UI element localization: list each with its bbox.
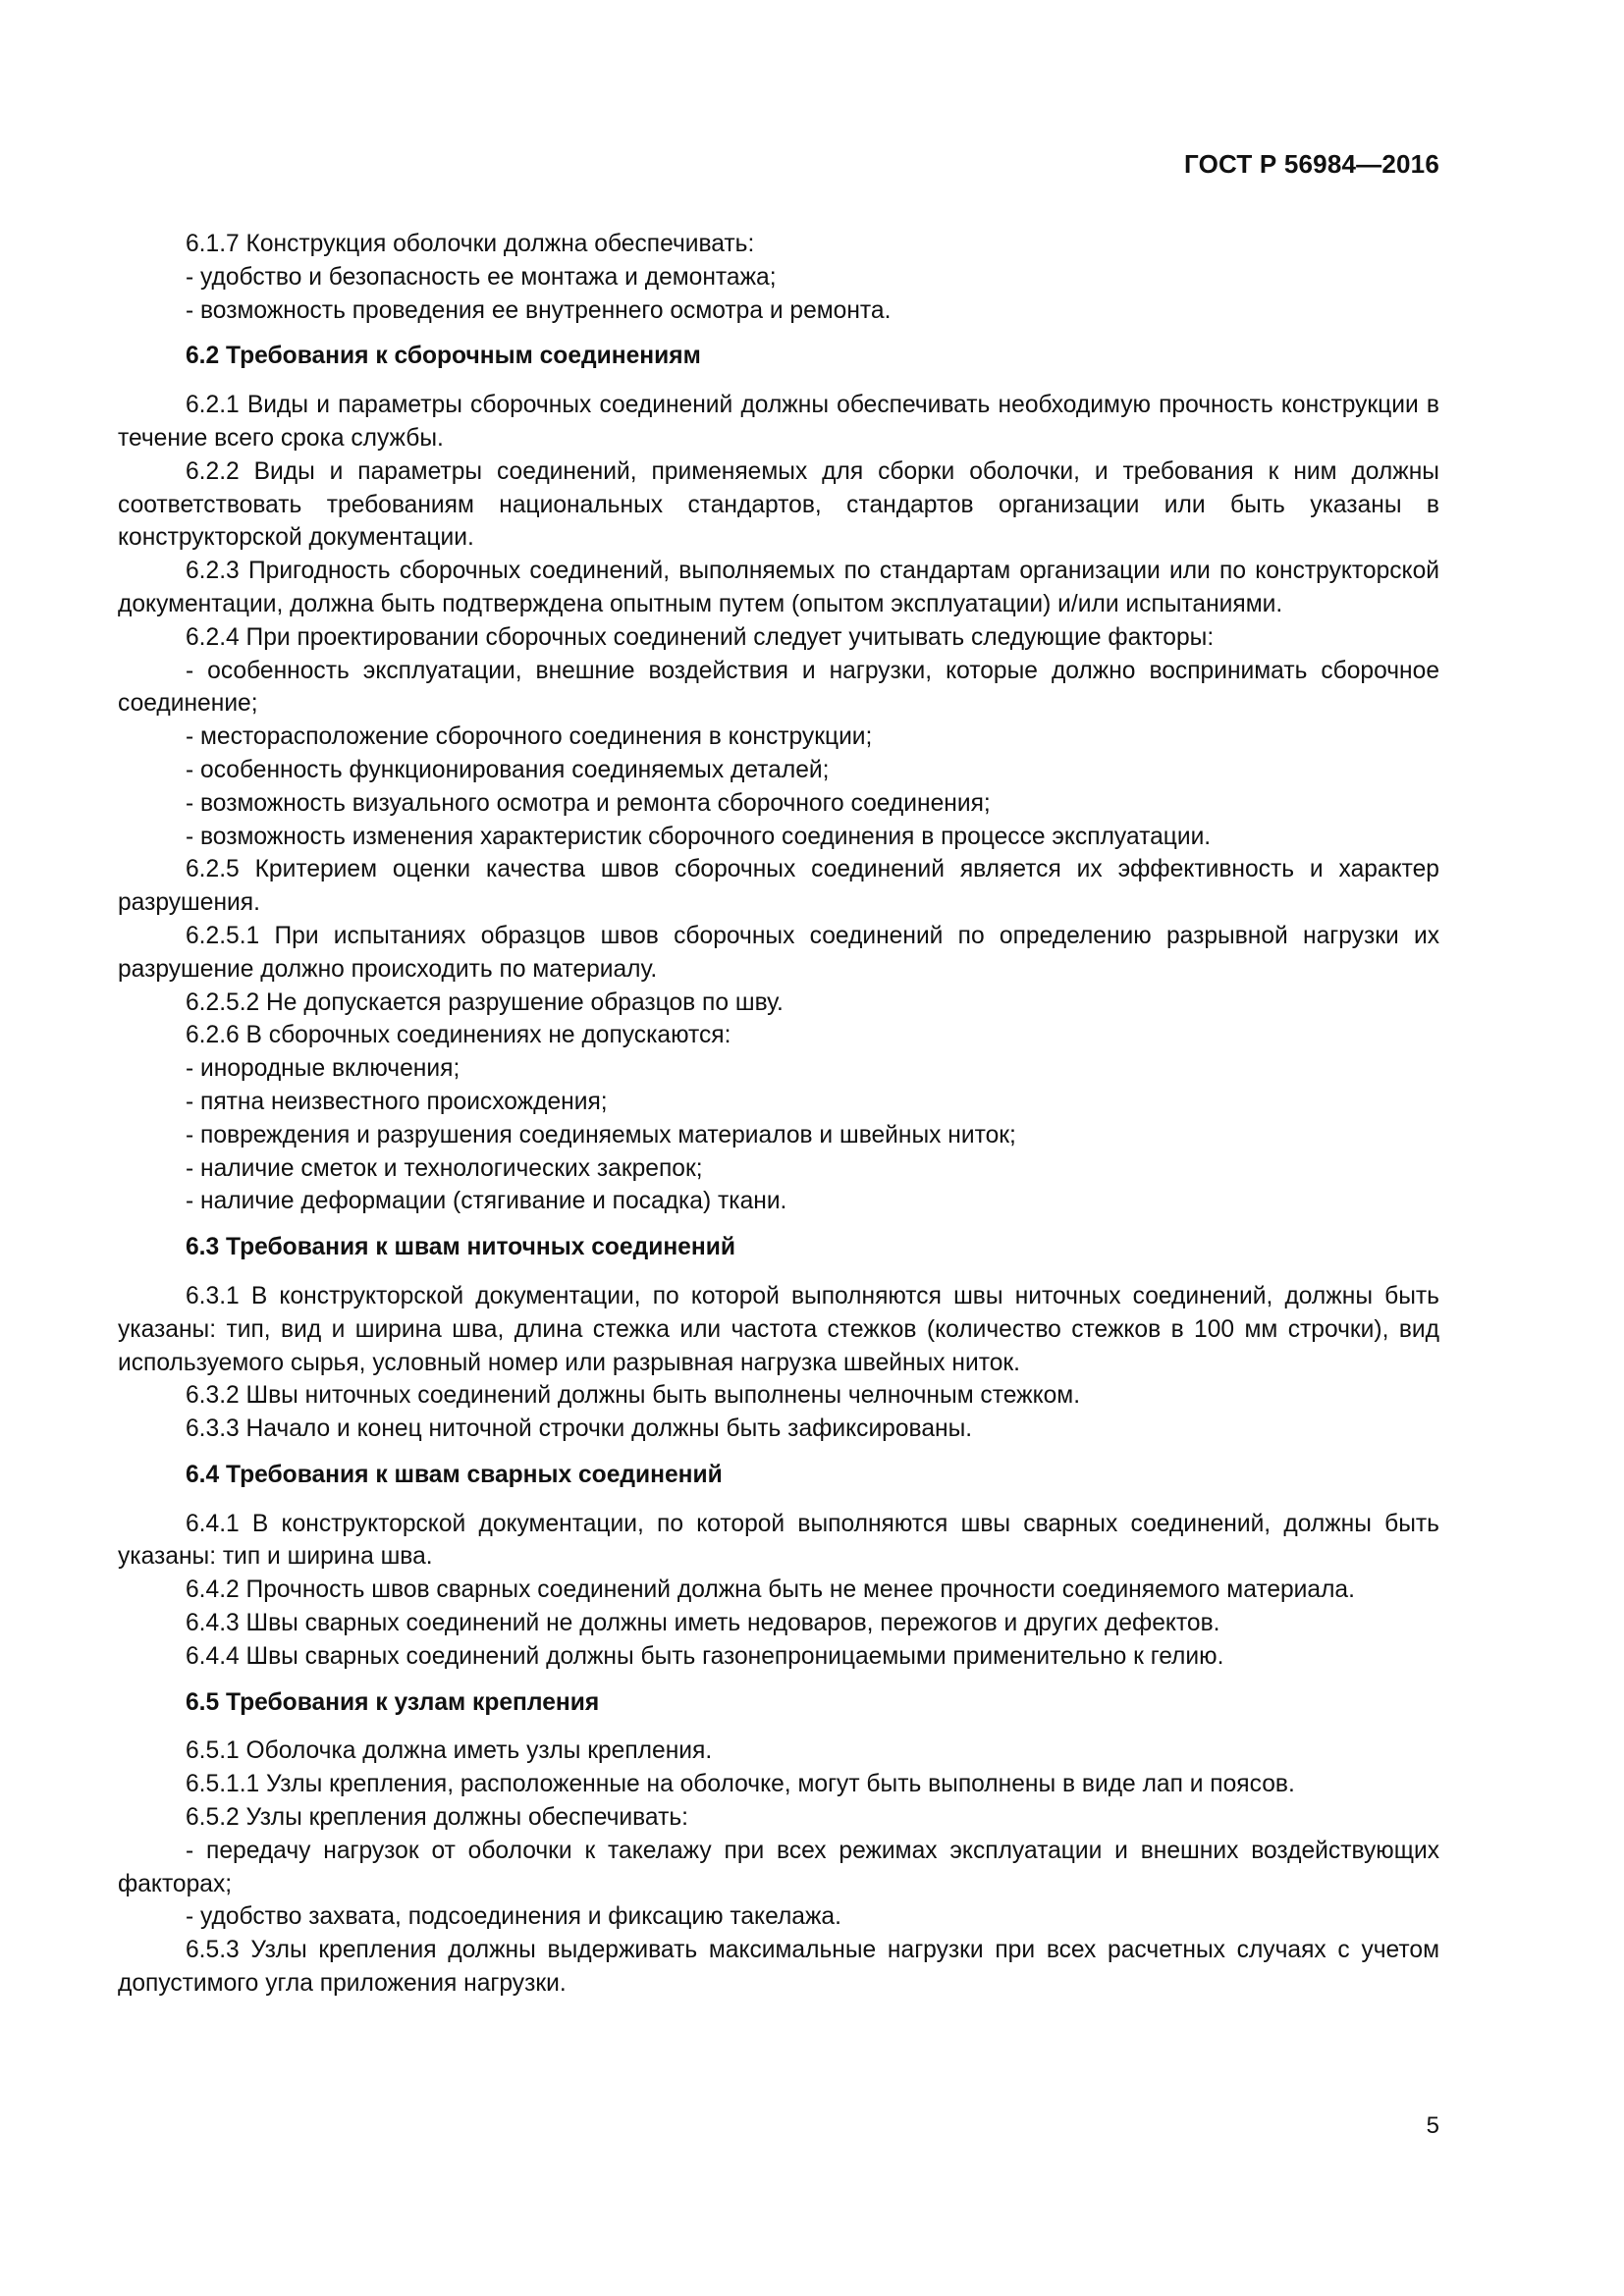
paragraph: 6.4.3 Швы сварных соединений не должны иметь недоваров, пережогов и других дефектов. xyxy=(186,1610,1220,1637)
document-body xyxy=(118,228,1439,2001)
paragraph: - повреждения и разрушения соединяемых материалов и швейных ниток; xyxy=(186,1121,1016,1148)
paragraph: - возможность изменения характеристик сборочного соединения в процессе эксплуатации. xyxy=(186,823,1212,850)
paragraph: - передачу нагрузок от оболочки к такелажу при всех режимах эксплуатации и внешних воздействующих факторах; xyxy=(118,1837,1439,1897)
paragraph: 6.4.2 Прочность швов сварных соединений должна быть не менее прочности соединяемого материала. xyxy=(186,1576,1355,1604)
section-heading: 6.2 Требования к сборочным соединениям xyxy=(186,343,701,370)
paragraph: - месторасположение сборочного соединения в конструкции; xyxy=(186,723,873,751)
paragraph: - особенность функционирования соединяемых деталей; xyxy=(186,756,830,783)
paragraph: - наличие сметок и технологических закрепок; xyxy=(186,1154,703,1182)
paragraph: 6.2.3 Пригодность сборочных соединений, выполняемых по стандартам организации или по конструкторской документации, должна быть подтверждена опытным путем (опытом эксплуатации) и/или испытаниями. xyxy=(118,558,1439,617)
paragraph: 6.4.4 Швы сварных соединений должны быть газонепроницаемыми применительно к гелию. xyxy=(186,1642,1224,1670)
standard-designation: ГОСТ Р 56984—2016 xyxy=(1184,149,1439,179)
paragraph: 6.3.3 Начало и конец ниточной строчки должны быть зафиксированы. xyxy=(186,1415,973,1443)
section-heading: 6.4 Требования к швам сварных соединений xyxy=(186,1461,723,1488)
paragraph: 6.2.6 В сборочных соединениях не допускаются: xyxy=(186,1022,731,1049)
paragraph: 6.4.1 В конструкторской документации, по которой выполняются швы сварных соединений, должны быть указаны: тип и ширина шва. xyxy=(118,1510,1439,1571)
paragraph: 6.5.1 Оболочка должна иметь узлы крепления. xyxy=(186,1737,713,1765)
paragraph: - удобство захвата, подсоединения и фиксацию такелажа. xyxy=(186,1903,841,1931)
paragraph: 6.5.3 Узлы крепления должны выдерживать максимальные нагрузки при всех расчетных случаях с учетом допустимого угла приложения нагрузки. xyxy=(118,1937,1439,1998)
paragraph: 6.2.5.2 Не допускается разрушение образцов по шву. xyxy=(186,988,784,1016)
paragraph: 6.1.7 Конструкция оболочки должна обеспечивать: xyxy=(186,231,755,257)
paragraph: 6.2.5.1 При испытаниях образцов швов сборочных соединений по определению разрывной нагрузки их разрушение должно происходить по материалу. xyxy=(118,922,1439,983)
paragraph: - наличие деформации (стягивание и посадка) ткани. xyxy=(186,1188,787,1215)
paragraph: - возможность визуального осмотра и ремонта сборочного соединения; xyxy=(186,789,991,817)
paragraph: 6.5.2 Узлы крепления должны обеспечивать: xyxy=(186,1804,688,1832)
paragraph: 6.2.4 При проектировании сборочных соединений следует учитывать следующие факторы: xyxy=(186,623,1215,651)
paragraph: - удобство и безопасность ее монтажа и демонтажа; xyxy=(186,263,777,291)
paragraph: - инородные включения; xyxy=(186,1055,460,1083)
paragraph: 6.3.2 Швы ниточных соединений должны быть выполнены челночным стежком. xyxy=(186,1382,1081,1410)
paragraph: - пятна неизвестного происхождения; xyxy=(186,1088,608,1115)
paragraph: 6.5.1.1 Узлы крепления, расположенные на оболочке, могут быть выполнены в виде лап и поясов. xyxy=(186,1771,1295,1798)
page-number: 5 xyxy=(1426,2112,1439,2139)
paragraph: 6.2.2 Виды и параметры соединений, применяемых для сборки оболочки, и требования к ним должны соответствовать требованиям национальных стандартов, стандартов организации или быть указаны в конструкторской документации. xyxy=(118,457,1439,552)
paragraph: 6.2.1 Виды и параметры сборочных соединений должны обеспечивать необходимую прочность конструкции в течение всего срока службы. xyxy=(118,392,1439,452)
section-heading: 6.5 Требования к узлам крепления xyxy=(186,1688,600,1716)
paragraph: 6.3.1 В конструкторской документации, по которой выполняются швы ниточных соединений, должны быть указаны: тип, вид и ширина шва, длина стежка или частота стежков (количество стежков в 100 мм строчки), вид используемого сырья, условный номер или разрывная нагрузка швейных ниток. xyxy=(118,1282,1439,1376)
section-heading: 6.3 Требования к швам ниточных соединений xyxy=(186,1234,735,1261)
paragraph: 6.2.5 Критерием оценки качества швов сборочных соединений является их эффективность и характер разрушения. xyxy=(118,856,1439,917)
paragraph: - возможность проведения ее внутреннего осмотра и ремонта. xyxy=(186,296,892,324)
paragraph: - особенность эксплуатации, внешние воздействия и нагрузки, которые должно воспринимать сборочное соединение; xyxy=(118,657,1439,718)
